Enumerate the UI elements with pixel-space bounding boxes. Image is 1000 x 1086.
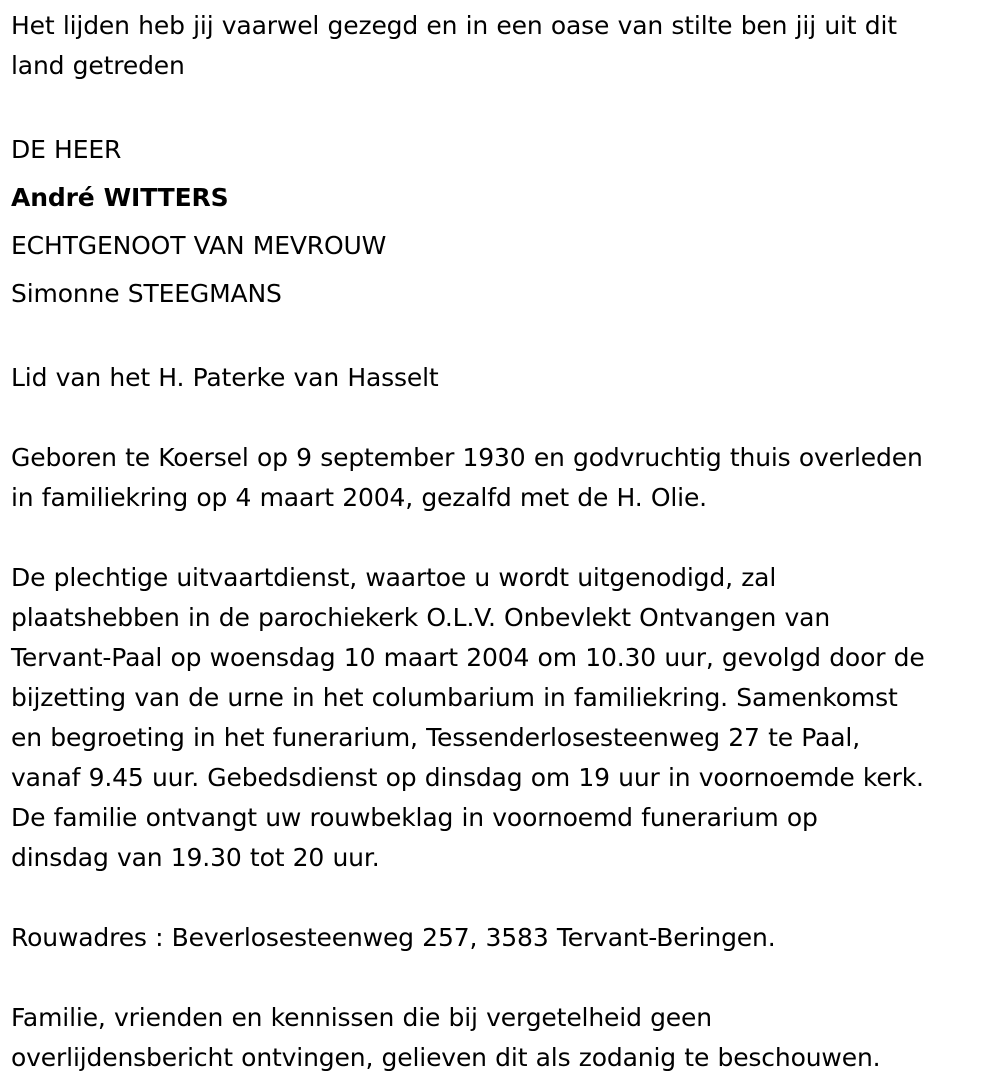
service-line: De familie ontvangt uw rouwbeklag in voornoemd funerarium op xyxy=(11,803,818,832)
service-line: De plechtige uitvaartdienst, waartoe u wordt uitgenodigd, zal xyxy=(11,563,777,592)
birth-death-line: Geboren te Koersel op 9 september 1930 en godvruchtig thuis overleden xyxy=(11,443,923,472)
address-paragraph xyxy=(11,918,996,958)
membership-line: Lid van het H. Paterke van Hasselt xyxy=(11,363,439,392)
service-paragraph xyxy=(11,558,996,878)
closing-line: Familie, vrienden en kennissen die bij vergetelheid geen xyxy=(11,1003,712,1032)
obituary-notice xyxy=(11,6,996,1078)
intro-line: land getreden xyxy=(11,51,185,80)
service-line: Tervant-Paal op woensdag 10 maart 2004 om 10.30 uur, gevolgd door de xyxy=(11,643,925,672)
service-line: en begroeting in het funerarium, Tessenderlosesteenweg 27 te Paal, xyxy=(11,723,861,752)
deceased-block xyxy=(11,126,996,318)
title-prefix: DE HEER xyxy=(11,135,122,164)
spouse-name: Simonne STEEGMANS xyxy=(11,279,282,308)
birth-death-line: in familiekring op 4 maart 2004, gezalfd met de H. Olie. xyxy=(11,483,707,512)
membership-paragraph xyxy=(11,358,996,398)
spouse-label: ECHTGENOOT VAN MEVROUW xyxy=(11,231,387,260)
closing-paragraph xyxy=(11,998,996,1078)
service-line: vanaf 9.45 uur. Gebedsdienst op dinsdag om 19 uur in voornoemde kerk. xyxy=(11,763,924,792)
service-line: bijzetting van de urne in het columbarium in familiekring. Samenkomst xyxy=(11,683,898,712)
deceased-name: André WITTERS xyxy=(11,183,229,212)
intro-line: Het lijden heb jij vaarwel gezegd en in een oase van stilte ben jij uit dit xyxy=(11,11,897,40)
closing-line: overlijdensbericht ontvingen, gelieven dit als zodanig te beschouwen. xyxy=(11,1043,881,1072)
birth-death-paragraph xyxy=(11,438,996,518)
service-line: plaatshebben in de parochiekerk O.L.V. Onbevlekt Ontvangen van xyxy=(11,603,831,632)
address-line: Rouwadres : Beverlosesteenweg 257, 3583 Tervant-Beringen. xyxy=(11,923,776,952)
service-line: dinsdag van 19.30 tot 20 uur. xyxy=(11,843,380,872)
intro-paragraph xyxy=(11,6,996,86)
